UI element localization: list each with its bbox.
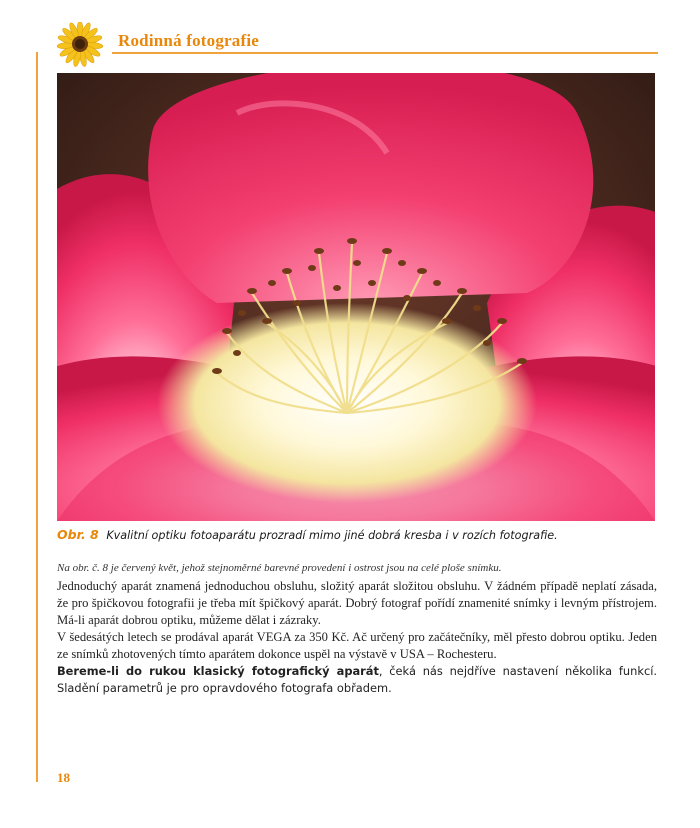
paragraph-2: V šedesátých letech se prodával aparát VEGA za 350 Kč. Ač určený pro začátečníky, měl přesto dobrou optiku. Jeden ze snímků zhotovených tímto aparátem dokonce uspěl na výstavě v USA – Rochesteru. xyxy=(57,630,657,661)
sunflower-icon xyxy=(56,22,114,68)
figure-number: Obr. 8 xyxy=(57,527,99,542)
paragraph-3-lead: Bereme-li do rukou klasický fotografický aparát xyxy=(57,664,379,678)
running-header-title: Rodinná fotografie xyxy=(118,31,260,50)
paragraph-3 xyxy=(57,663,657,697)
header-rule xyxy=(112,52,658,54)
paragraph-1: Jednoduchý aparát znamená jednoduchou obsluhu, složitý aparát složitou obsluhu. V žádném případě neplatí zásada, že pro špičkovou fotografii je třeba mít špičkový aparát. Dobrý fotograf pořídí znamenité snímky i levným přístrojem. Má-li aparát dobrou optiku, můžeme dělat i zázraky. xyxy=(57,579,657,627)
figure-note: Na obr. č. 8 je červený květ, jehož stejnoměrné barevné provedení i ostrost jsou na celé ploše snímku. xyxy=(57,562,502,574)
figure-caption xyxy=(57,527,657,542)
caption-text: Kvalitní optiku fotoaparátu prozradí mimo jiné dobrá kresba i v rozích fotografie. xyxy=(106,529,558,542)
margin-rule xyxy=(36,52,38,782)
red-flower-photo xyxy=(57,73,655,521)
paragraph-3-rest: , čeká nás nejdříve nastavení několika funkcí. Sladění parametrů je pro opravdového fotografa obřadem. xyxy=(57,664,657,695)
page-number: 18 xyxy=(57,770,70,785)
